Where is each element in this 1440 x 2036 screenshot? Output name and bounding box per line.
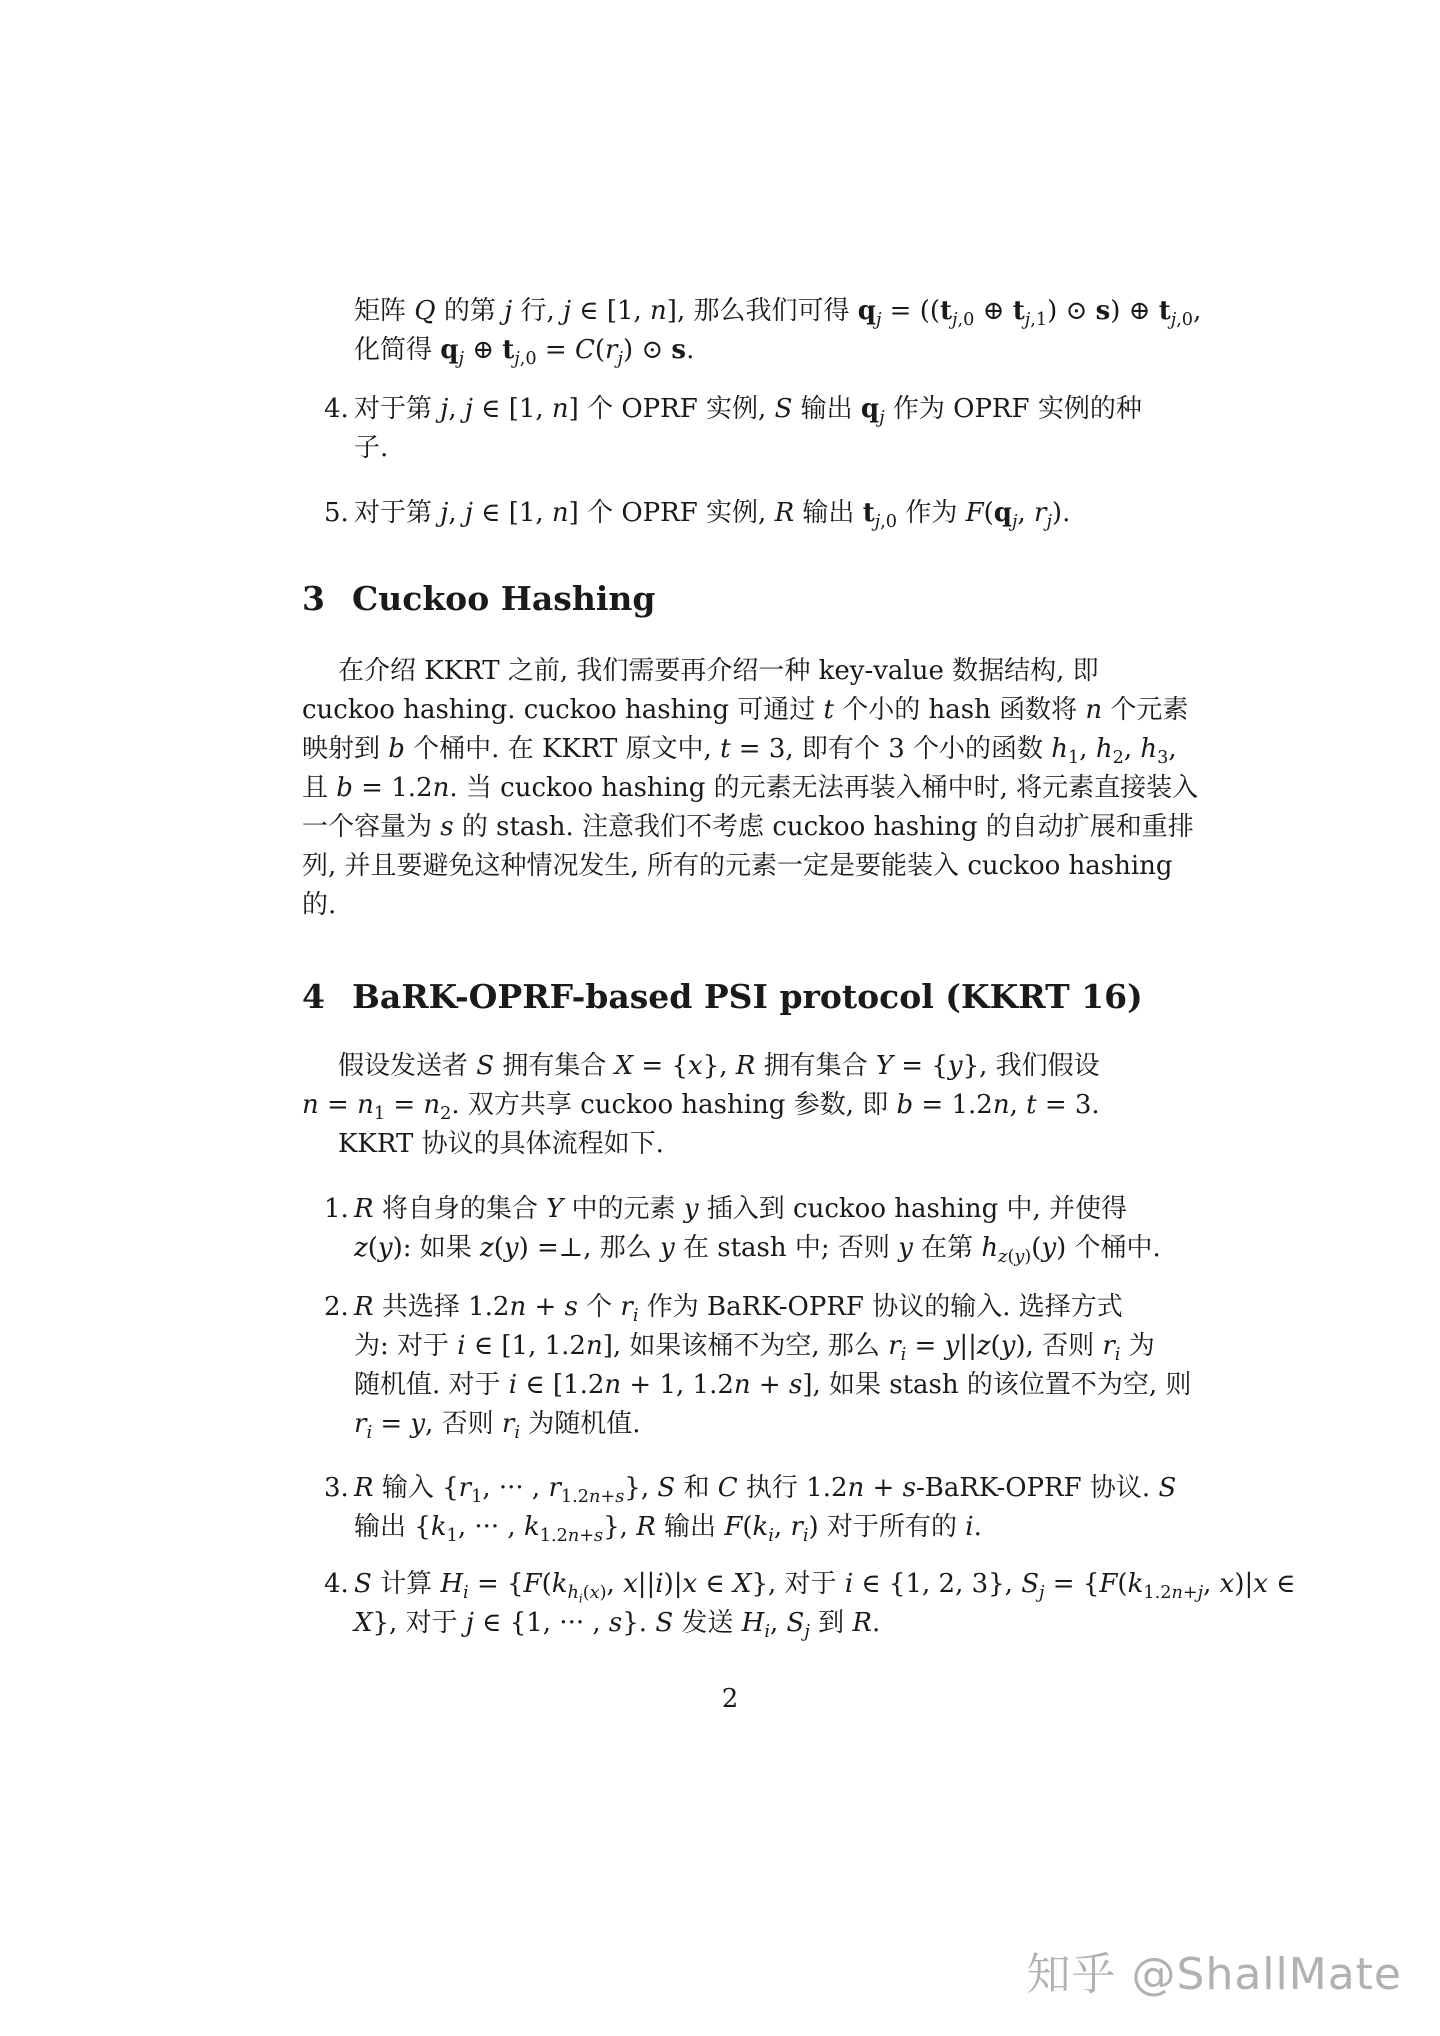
section-3-paragraph <box>302 652 1199 925</box>
text-line: 对于第 j, j ∈ [1, n] 个 OPRF 实例, R 输出 $t_{j,0}$ 作为 $F(q_j$, $r_j$). <box>354 498 1071 533</box>
section-4-paragraph <box>302 1047 1158 1164</box>
section-number: 3 <box>302 579 325 618</box>
list-item <box>302 1469 1177 1547</box>
text-line: 对于第 j, j ∈ [1, n] 个 OPRF 实例, S 输出 $q_j$ 作为 OPRF 实例的种 <box>354 394 1142 429</box>
text-line: $r_i = y$, 否则 $r_i$ 为随机值. <box>354 1409 641 1444</box>
list-item <box>302 1565 1296 1643</box>
item-number: 5. <box>324 498 349 528</box>
text-line: cuckoo hashing. cuckoo hashing 可通过 t 个小的 hash 函数将 n 个元素 <box>302 695 1189 725</box>
item-number: 4. <box>324 1569 349 1599</box>
text-line: 且 b = 1.2n. 当 cuckoo hashing 的元素无法再装入桶中时, 将元素直接装入 <box>302 773 1199 803</box>
list-item <box>302 1190 1161 1268</box>
text-line: R 输入 {$r_1$, ··· , $r_{1.2n+s}$}, S 和 C 执行 1.2n + s-BaRK-OPRF 协议. S <box>354 1473 1177 1508</box>
text-line: KKRT 协议的具体流程如下. <box>338 1129 664 1159</box>
text-line: R 共选择 1.2n + s 个 $r_i$ 作为 BaRK-OPRF 协议的输入. 选择方式 <box>354 1292 1123 1327</box>
text-line: 矩阵 Q 的第 j 行, j ∈ [1, n], 那么我们可得 $q_j = ((t_{j,0}$ ⊕ $t_{j,1}$) ⊙ s) ⊕ $t_{j,0}$, <box>354 296 1202 331</box>
item-number: 2. <box>324 1292 349 1322</box>
text-line: 假设发送者 S 拥有集合 X = {x}, R 拥有集合 Y = {y}, 我们假设 <box>338 1051 1100 1081</box>
text-line: 的. <box>302 890 337 920</box>
text-line: 输出 {$k_1$, ··· , $k_{1.2n+s}$}, R 输出 $F(k_i$, $r_i$) 对于所有的 i. <box>354 1512 982 1547</box>
page-number: 2 <box>721 1684 739 1714</box>
text-line: R 将自身的集合 Y 中的元素 y 插入到 cuckoo hashing 中, 并使得 <box>354 1194 1128 1224</box>
text-line: 为: 对于 i ∈ [1, 1.2n], 如果该桶不为空, 那么 $r_i = y||z(y)$, 否则 $r_i$ 为 <box>354 1331 1155 1366</box>
section-3-heading <box>302 579 1158 619</box>
section-title: Cuckoo Hashing <box>351 579 656 618</box>
text-line: 化简得 $q_j$ ⊕ $t_{j,0} = C(r_j)$ ⊙ s. <box>354 335 695 370</box>
text-line: X}, 对于 j ∈ {1, ··· , s}. S 发送 $H_i$, $S_j$ 到 R. <box>354 1608 881 1643</box>
math-continuation-block <box>302 292 1202 370</box>
text-line: 随机值. 对于 i ∈ [1.2n + 1, 1.2n + s], 如果 stash 的该位置不为空, 则 <box>354 1370 1192 1400</box>
text-line: 在介绍 KKRT 之前, 我们需要再介绍一种 key-value 数据结构, 即 <box>338 656 1099 686</box>
section-title: BaRK-OPRF-based PSI protocol (KKRT 16) <box>351 977 1143 1016</box>
text-line: $n = n_1 = n_2$. 双方共享 cuckoo hashing 参数, 即 b = 1.2n, t = 3. <box>302 1090 1100 1125</box>
text-column <box>302 292 1296 1643</box>
list-item <box>302 390 1158 468</box>
text-line: S 计算 $H_i = \{F(k_{h_i(x)}$, x||i)|x ∈ X}, 对于 i ∈ {1, 2, 3}, $S_j = \{F(k_{1.2n+j}$, x)|x ∈ <box>354 1569 1296 1606</box>
text-line: 子. <box>354 433 389 463</box>
item-number: 1. <box>324 1194 349 1224</box>
text-line: z(y): 如果 z(y) =⊥, 那么 y 在 stash 中; 否则 y 在第 $h_{z(y)}(y)$ 个桶中. <box>354 1233 1161 1268</box>
item-number: 3. <box>324 1473 349 1503</box>
text-line: 映射到 b 个桶中. 在 KKRT 原文中, t = 3, 即有个 3 个小的函数 $h_1$, $h_2$, $h_3$, <box>302 734 1177 769</box>
list-item <box>302 494 1158 533</box>
list-item <box>302 1288 1192 1444</box>
text-line: 列, 并且要避免这种情况发生, 所有的元素一定是要能装入 cuckoo hashing <box>302 851 1173 881</box>
section-number: 4 <box>302 977 325 1016</box>
section-4-heading <box>302 977 1158 1017</box>
text-line: 一个容量为 s 的 stash. 注意我们不考虑 cuckoo hashing 的自动扩展和重排 <box>302 812 1194 842</box>
watermark: 知乎 @ShallMate <box>1026 1949 1402 2000</box>
item-number: 4. <box>324 394 349 424</box>
